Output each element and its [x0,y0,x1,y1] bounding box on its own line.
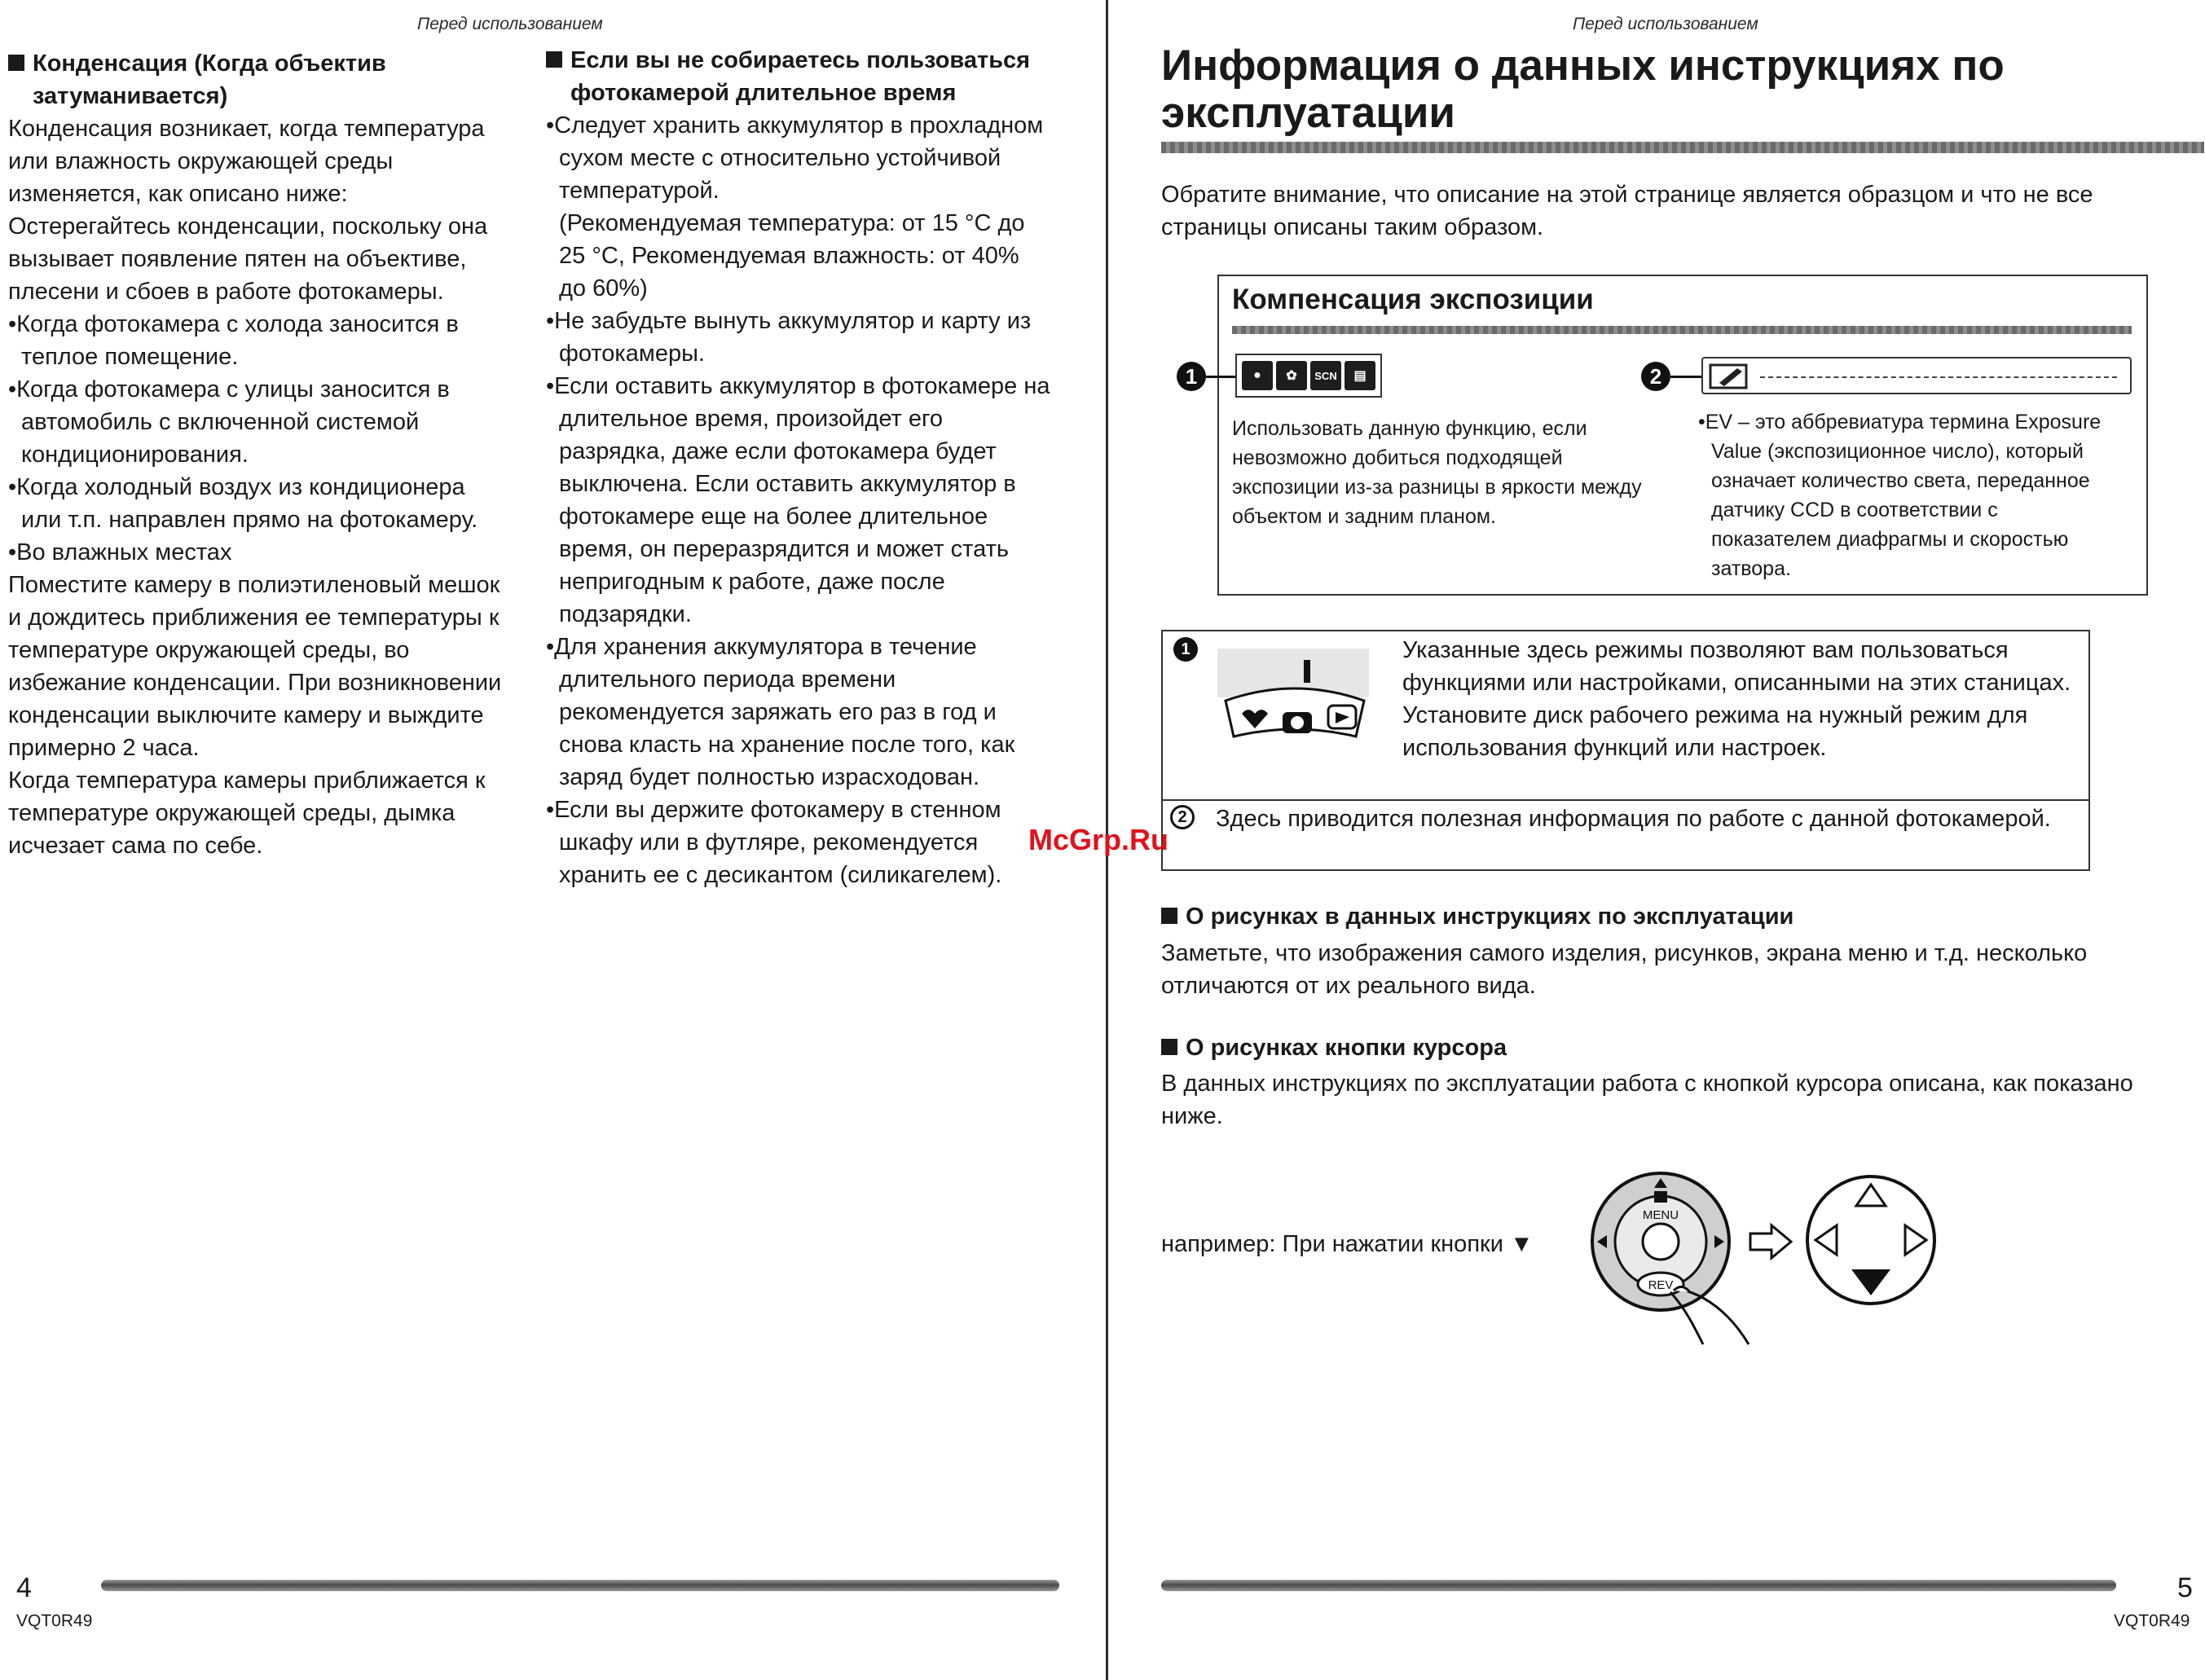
storage-bullet: •Следует хранить аккумулятор в прохладном сухом месте с относительно устойчивой температурой. [546,112,1044,204]
legend-1-text: Указанные здесь режимы позволяют вам пользоваться функциями или настройками, описанными на этих станицах. Установите диск рабочего режима на нужный режим для использования функций или настроек. [1402,637,2071,761]
section-1-heading: О рисунках в данных инструкциях по эксплуатации [1161,904,1793,930]
legend-2-text: Здесь приводится полезная информация по работе с данной фотокамерой. [1216,806,2051,832]
condensation-advice: Поместите камеру в полиэтиленовый мешок и дождитесь приближения ее температуры к температуре окружающей среды, во избежание конденсации. При возникновении конденсации выключите камеру и выждите примерно 2 часа. [8,572,502,761]
storage-bullet: •Если оставить аккумулятор в фотокамере на длительное время, произойдет его разрядка, даже если фотокамера будет выключена. Если оставить аккумулятор в фотокамере еще на более длительное время, он переразрядится и может стать непригодным к работе, даже после подзарядки. [546,373,1050,627]
camera-mode-icon: ● [1242,361,1273,390]
page-intro: Обратите внимание, что описание на этой странице является образцом и что не все страницы описаны таким образом. [1161,182,2093,240]
section-1-text: Заметьте, что изображения самого изделия, рисунков, экрана меню и т.д. несколько отличаются от их реального вида. [1161,940,2088,999]
legend-2-icon: 2 [1170,805,1195,829]
condensation-bullet: •Когда холодный воздух из кондиционера или т.п. направлен прямо на фотокамеру. [8,474,478,533]
sample-title-underline [1232,326,2132,334]
marker-1-leader [1206,376,1237,378]
condensation-bullet: •Во влажных местах [8,539,232,565]
note-icon [1708,360,1757,393]
right-page-header: Перед использованием [1573,15,1758,33]
page-title-line-1: Информация о данных инструкциях по [1161,42,2005,90]
section-2-text: В данных инструкциях по эксплуатации работа с кнопкой курсора описана, как показано ниже. [1161,1071,2133,1129]
menu-label: MENU [1642,1208,1679,1222]
left-column-1 [8,47,505,862]
sample-left-text: Использовать данную функцию, если невозможно добиться подходящей экспозиции из-за разницы в яркости между объектом и задним планом. [1232,417,1642,528]
marker-2-leader [1670,376,1703,378]
sample-right-text: •EV – это аббревиатура термина Exposure Value (экспозиционное число), который означает количество света, переданное датчику CCD в соответствии с показателем диафрагмы и скоростью затвора. [1698,411,2102,580]
condensation-warning: Остерегайтесь конденсации, поскольку она вызывает появление пятен на объективе, плесени и сбоев в работе фотокамеры. [8,213,488,305]
scene-mode-icon: SCN [1310,361,1341,390]
arrow-right-icon [1747,1222,1796,1261]
right-page-number: 5 [2177,1572,2193,1603]
condensation-intro: Конденсация возникает, когда температура или влажность окружающей среды изменяется, как описано ниже: [8,116,485,207]
sample-title: Компенсация экспозиции [1232,284,1594,315]
cursor-diagram-icon [1804,1173,1938,1307]
example-text: например: При нажатии кнопки ▼ [1161,1231,1534,1257]
marker-2-icon: 2 [1641,362,1670,391]
storage-heading: Если вы не собираетесь пользоваться фотокамерой длительное время [546,44,1051,109]
condensation-bullet: •Когда фотокамера с улицы заносится в автомобиль с включенной системой кондиционирования. [8,376,450,468]
left-model-code: VQT0R49 [16,1612,93,1630]
marker-1-icon: 1 [1177,362,1206,391]
right-model-code: VQT0R49 [2114,1612,2190,1630]
condensation-bullet: •Когда фотокамера с холода заносится в теплое помещение. [8,311,459,370]
legend-1-icon: 1 [1173,637,1198,662]
rev-label: REV [1648,1278,1674,1292]
page-title [1161,42,2196,137]
left-column-2 [546,44,1051,891]
cursor-button-icon [1589,1170,1760,1349]
right-footer-bar [1161,1580,2116,1591]
note-dashed-line [1760,376,2117,378]
condensation-closing: Когда температура камеры приближается к температуре окружающей среды, дымка исчезает сама по себе. [8,767,486,859]
storage-bullet: •Для хранения аккумулятора в течение длительного периода времени рекомендуется заряжать его раз в год и снова класть на хранение после того, как заряд будет полностью израсходован. [546,634,1015,790]
note-strip [1701,357,2132,394]
title-underline [1161,142,2204,153]
watermark: McGrp.Ru [1028,823,1169,856]
storage-bullet: •Не забудьте вынуть аккумулятор и карту из фотокамеры. [546,308,1032,367]
left-footer-bar [101,1580,1059,1591]
macro-mode-icon: ✿ [1276,361,1307,390]
page-title-line-2: эксплуатации [1161,89,1455,137]
storage-bullet: •Если вы держите фотокамеру в стенном шкафу или в футляре, рекомендуется хранить ее с десикантом (силикагелем). [546,797,1002,888]
left-page-header: Перед использованием [417,15,603,33]
mode-icons-strip [1235,354,1382,398]
movie-mode-icon: ▤ [1345,361,1375,390]
section-2-heading: О рисунках кнопки курсора [1161,1035,1507,1062]
condensation-heading: Конденсация (Когда объектив затуманивается) [8,47,505,112]
mode-dial-icon [1217,644,1372,741]
left-page-number: 4 [16,1572,32,1603]
storage-recommendation: (Рекомендуемая температура: от 15 °С до 25 °С, Рекомендуемая влажность: от 40% до 60%) [559,210,1025,301]
legend-divider [1163,799,2088,801]
